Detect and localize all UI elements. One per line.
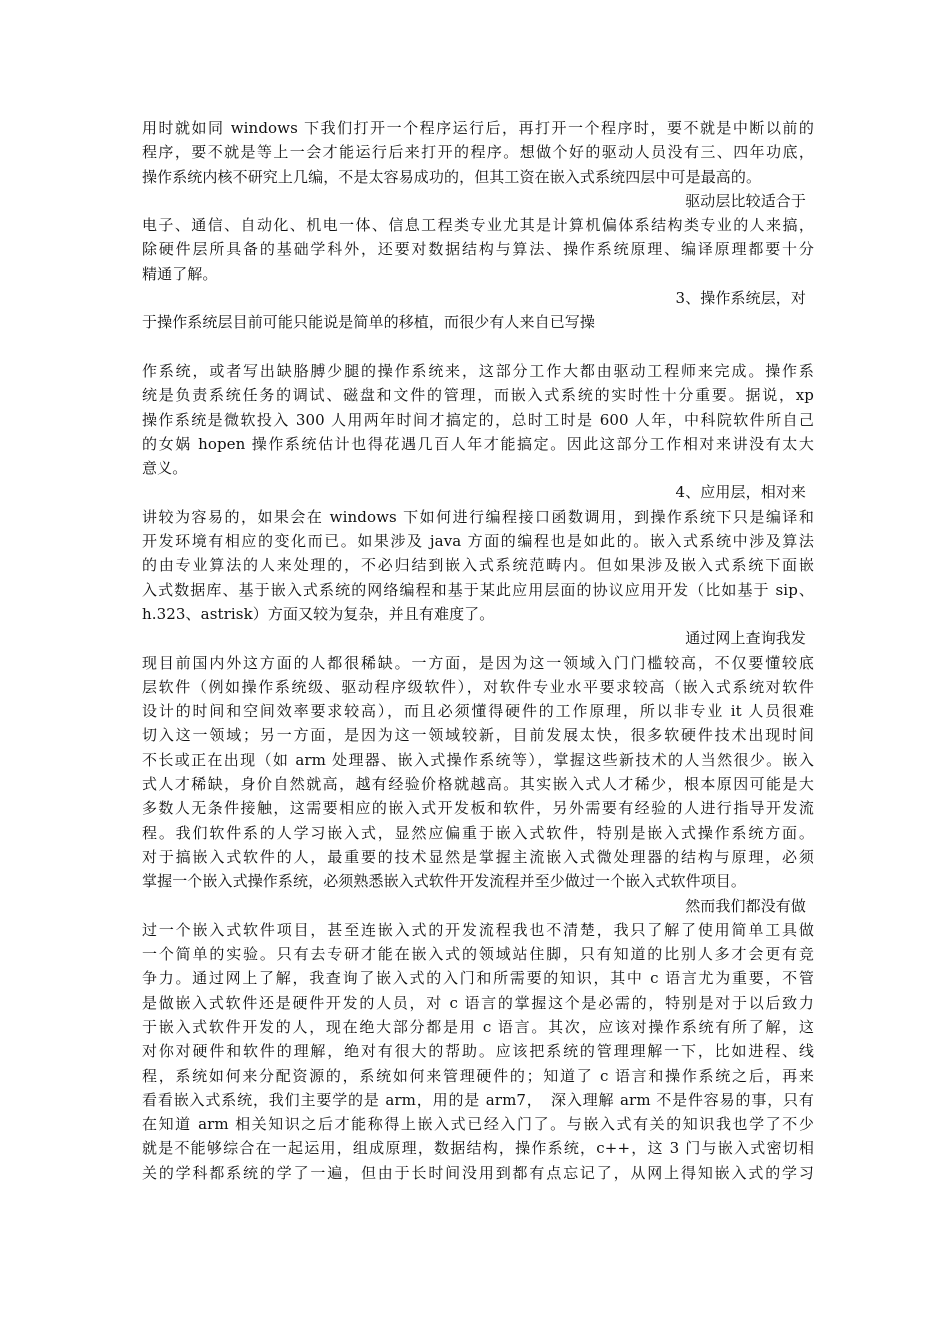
text-line: 在知道 arm 相关知识之后才能称得上嵌入式已经入门了。与嵌入式有关的知识我也学了不少 [142,1115,814,1134]
text-line: 程，系统如何来分配资源的，系统如何来管理硬件的；知道了 c 语言和操作系统之后，再来 [142,1066,814,1085]
text-line: 层软件（例如操作系统级、驱动程序级软件），对软件专业水平要求较高（嵌入式系统对软件 [142,677,814,696]
text-line: 关的学科都系统的学了一遍，但由于长时间没用到都有点忘记了，从网上得知嵌入式的学习 [142,1163,814,1182]
section-heading-line: 3、操作系统层，对 [675,289,806,308]
text-line: h.323、astrisk）方面又较为复杂，并且有难度了。 [142,604,495,623]
paragraph-start-line: 然而我们都没有做 [685,896,806,915]
text-line: 不长或正在出现（如 arm 处理器、嵌入式操作系统等），掌握这些新技术的人当然很少。嵌入 [142,750,814,769]
text-line: 是做嵌入式软件还是硬件开发的人员，对 c 语言的掌握这个是必需的，特别是对于以后致力 [142,993,814,1012]
text-line: 程。我们软件系的人学习嵌入式，显然应偏重于嵌入式软件，特别是嵌入式操作系统方面。 [142,823,814,842]
paragraph-start-line: 通过网上查询我发 [685,629,806,648]
text-line: 设计的时间和空间效率要求较高），而且必须懂得硬件的工作原理，所以非专业 it 人员很难 [142,702,814,721]
text-line: 争力。通过网上了解，我查询了嵌入式的入门和所需要的知识，其中 c 语言尤为重要，不管 [142,969,814,988]
text-line: 对你对硬件和软件的理解，绝对有很大的帮助。应该把系统的管理理解一下，比如进程、线 [142,1042,814,1061]
text-line: 电子、通信、自动化、机电一体、信息工程类专业尤其是计算机偏体系结构类专业的人来搞， [142,216,814,235]
text-line: 于操作系统层目前可能只能说是简单的移植，而很少有人来自已写操 [142,313,596,332]
text-line: 过一个嵌入式软件项目，甚至连嵌入式的开发流程我也不清楚，我只了解了使用简单工具做 [142,920,814,939]
text-line: 操作系统是微软投入 300 人用两年时间才搞定的，总时工时是 600 人年，中科院软件所自己 [142,410,814,429]
text-line: 除硬件层所具备的基础学科外，还要对数据结构与算法、操作系统原理、编译原理都要十分 [142,240,814,259]
text-line: 统是负责系统任务的调试、磁盘和文件的管理，而嵌入式系统的实时性十分重要。据说，xp [142,386,814,405]
text-line: 精通了解。 [142,264,218,283]
text-line: 讲较为容易的，如果会在 windows 下如何进行编程接口函数调用，到操作系统下只是编译和 [142,507,814,526]
text-line: 式人才稀缺，身价自然就高，越有经验价格就越高。其实嵌入式人才稀少，根本原因可能是大 [142,775,814,794]
text-line: 切入这一领域；另一方面，是因为这一领域较新，目前发展太快，很多软硬件技术出现时间 [142,726,814,745]
text-line: 作系统，或者写出缺胳膊少腿的操作系统来，这部分工作大都由驱动工程师来完成。操作系 [142,361,814,380]
text-line: 开发环境有相应的变化而已。如果涉及 java 方面的编程也是如此的。嵌入式系统中涉及算法 [142,532,814,551]
text-line: 对于搞嵌入式软件的人，最重要的技术显然是掌握主流嵌入式微处理器的结构与原理，必须 [142,847,814,866]
text-line: 就是不能够综合在一起运用，组成原理，数据结构，操作系统，c++，这 3 门与嵌入式密切相 [142,1139,814,1158]
text-line: 的由专业算法的人来处理的，不必归结到嵌入式系统范畴内。但如果涉及嵌入式系统下面嵌 [142,556,814,575]
blank-line [142,335,814,359]
section-heading-line: 4、应用层，相对来 [675,483,806,502]
text-line: 程序，要不就是等上一会才能运行后来打开的程序。想做个好的驱动人员没有三、四年功底， [142,143,814,162]
paragraph-start-line: 驱动层比较适合于 [685,191,806,210]
text-line: 一个简单的实验。只有去专研才能在嵌入式的领域站住脚，只有知道的比别人多才会更有竞 [142,945,814,964]
text-line: 现目前国内外这方面的人都很稀缺。一方面，是因为这一领域入门门槛较高，不仅要懂较底 [142,653,814,672]
text-line: 意义。 [142,459,188,478]
text-line: 看看嵌入式系统，我们主要学的是 arm，用的是 arm7， 深入理解 arm 不是件容易的事，只有 [142,1090,814,1109]
text-line: 用时就如同 windows 下我们打开一个程序运行后，再打开一个程序时，要不就是中断以前的 [142,119,814,137]
text-line: 于嵌入式软件开发的人，现在绝大部分都是用 c 语言。其次，应该对操作系统有所了解，这 [142,1017,814,1036]
text-line: 多数人无条件接触，这需要相应的嵌入式开发板和软件，另外需要有经验的人进行指导开发流 [142,799,814,818]
text-line: 的女娲 hopen 操作系统估计也得花遇几百人年才能搞定。因此这部分工作相对来讲没有太大 [142,434,814,453]
document-body [142,116,814,1185]
text-line: 操作系统内核不研究上几编，不是太容易成功的，但其工资在嵌入式系统四层中可是最高的。 [142,167,762,186]
text-line: 入式数据库、基于嵌入式系统的网络编程和基于某此应用层面的协议应用开发（比如基于 sip、 [142,580,814,599]
text-line: 掌握一个嵌入式操作系统，必须熟悉嵌入式软件开发流程并至少做过一个嵌入式软件项目。 [142,872,747,891]
